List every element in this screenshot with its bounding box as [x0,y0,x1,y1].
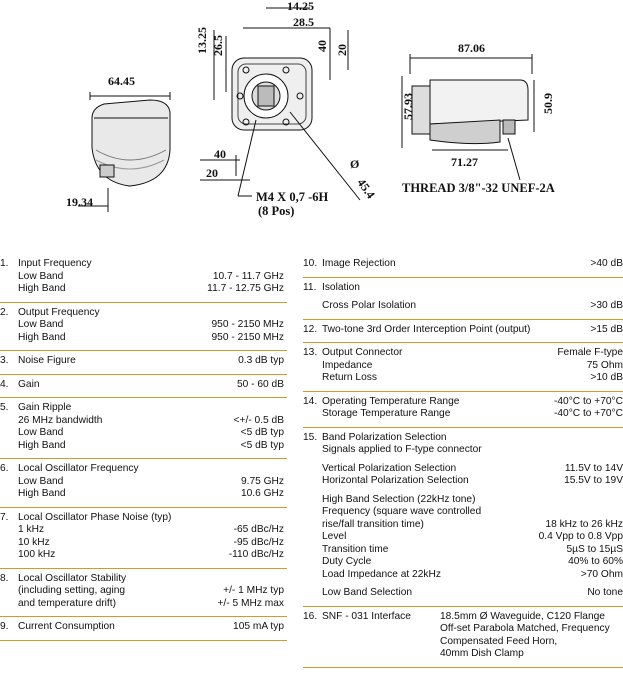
spec-value: 18 kHz to 26 kHz [545,518,623,530]
spec-number: 3. [0,355,9,366]
spec-label: Local Oscillator Stability [18,572,127,584]
spec-label: Two-tone 3rd Order Interception Point (output) [322,323,531,335]
spec-value: -95 dBc/Hz [233,536,284,548]
spec-value: Female F-type [557,347,623,358]
spec-label: Input Frequency [18,258,92,269]
spec-label: High Band [18,488,66,499]
spec-label: Impedance [322,359,373,371]
spec-row [303,343,623,392]
spec-value: -65 dBc/Hz [233,524,284,535]
spec-row [0,254,287,303]
spec-number: 12. [303,323,318,335]
spec-number: 8. [0,572,9,584]
spec-number: 13. [303,347,318,358]
spec-label: Vertical Polarization Selection [322,462,457,474]
thread-note: THREAD 3/8"-32 UNEF-2A [402,181,555,195]
spec-value: 0.3 dB typ [238,355,284,366]
spec-value: <+/- 0.5 dB [233,414,284,426]
spec-label: Local Oscillator Frequency [18,463,139,474]
spec-label: Low Band [18,319,64,330]
side-view-left [78,92,170,212]
spec-value: 50 - 60 dB [236,378,284,390]
spec-label: High Band [18,331,66,343]
spec-value: 18.5mm Ø Waveguide, C120 Flange [440,610,605,622]
spec-value: +/- 5 MHz max [217,597,284,609]
spec-label: Image Rejection [322,258,396,269]
spec-value: >10 dB [590,372,623,383]
spec-label: High Band Selection (22kHz tone) [322,493,476,505]
spec-value: 0.4 Vpp to 0.8 Vpp [538,531,623,542]
spec-label: High Band [18,283,66,294]
spec-label: Duty Cycle [322,556,372,567]
dim-13-25: 13.25 [195,27,209,54]
spec-row [0,459,287,508]
spec-label: Load Impedance at 22kHz [322,568,441,580]
spec-number: 15. [303,431,318,443]
dim-26-5: 26.5 [211,35,225,56]
spec-value: 9.75 GHz [240,475,284,487]
spec-label: Signals applied to F-type connector [322,444,482,455]
spec-value: 15.5V to 19V [564,475,623,486]
spec-number: 11. [303,281,317,293]
spec-label: Cross Polar Isolation [322,300,416,311]
spec-label: Low Band [18,270,64,282]
spec-number: 7. [0,511,9,523]
spec-value: >30 dB [590,300,623,311]
spec-value: -40°C to +70°C [553,395,623,407]
spec-label: (including setting, aging [18,585,126,596]
dim-28-5: 28.5 [293,15,314,29]
spec-label: Transition time [322,543,389,555]
spec-number: 16. [303,610,318,622]
dim-phi: Ø [350,157,360,171]
spec-label: Operating Temperature Range [322,395,460,407]
spec-value: >40 dB [590,258,623,269]
dim-64-45: 64.45 [108,74,135,88]
spec-label: Current Consumption [18,621,115,632]
spec-number: 4. [0,378,9,390]
spec-label: Gain [18,378,40,390]
spec-value: No tone [587,587,623,598]
spec-value: 40% to 60% [568,556,623,567]
spec-value: 75 Ohm [586,359,623,371]
spec-value: -40°C to +70°C [553,408,623,419]
spec-row [0,351,287,375]
spec-number: 6. [0,463,9,474]
spec-label: 1 kHz [18,524,45,535]
spec-value: 5µS to 15µS [566,543,623,555]
spec-label: Noise Figure [18,355,76,366]
spec-row [303,278,623,320]
spec-label: Low Band [18,475,64,487]
specs-right-column [303,254,623,668]
spec-label: rise/fall transition time) [322,518,424,530]
spec-value: <5 dB typ [240,439,284,451]
spec-number: 10. [303,258,318,269]
spec-label: 26 MHz bandwidth [18,414,103,426]
spec-row [0,398,287,459]
dim-87-06: 87.06 [458,41,485,55]
spec-label: SNF - 031 Interface [322,610,411,622]
spec-number: 1. [0,258,9,269]
spec-value: 105 mA typ [233,621,284,632]
spec-value: >70 Ohm [580,568,623,580]
dim-40-a: 40 [315,40,329,52]
dim-71-27: 71.27 [451,155,478,169]
spec-label: Horizontal Polarization Selection [322,475,469,486]
spec-label: 10 kHz [18,536,50,548]
spec-label: Local Oscillator Phase Noise (typ) [18,511,172,523]
dim-20-b: 20 [206,166,218,180]
specs-left-column [0,254,287,641]
dim-45-4: 45.4 [354,175,378,202]
dim-40-b: 40 [214,147,226,161]
spec-row [303,428,623,607]
spec-label: Low Band [18,427,64,438]
technical-drawing [0,0,623,230]
spec-number: 14. [303,395,318,407]
spec-number: 9. [0,621,9,632]
spec-row [0,508,287,569]
spec-row [0,303,287,352]
spec-value: -110 dBc/Hz [228,549,284,560]
spec-value: <5 dB typ [240,427,284,438]
spec-value: 11.7 - 12.75 GHz [207,283,284,294]
spec-label: Isolation [322,281,360,293]
spec-row [303,320,623,344]
spec-value: 10.6 GHz [240,488,284,499]
dim-19-34: 19.34 [66,195,93,209]
spec-row [303,254,623,278]
spec-label: Gain Ripple [18,402,72,413]
spec-label: Output Connector [322,347,403,358]
spec-value: 950 - 2150 MHz [211,331,284,343]
spec-label: High Band [18,439,66,451]
dim-57-93: 57.93 [401,93,415,120]
spec-value: Off-set Parabola Matched, Frequency [440,623,610,634]
spec-number: 2. [0,306,9,318]
spec-value: 10.7 - 11.7 GHz [212,270,284,282]
spec-row [0,617,287,641]
spec-label: Band Polarization Selection [322,431,447,443]
spec-value: >15 dB [590,323,623,335]
dim-20-a: 20 [335,44,349,56]
spec-value: 40mm Dish Clamp [440,648,524,659]
screw-count: (8 Pos) [258,204,295,218]
spec-value: +/- 1 MHz typ [223,585,284,596]
spec-label: Output Frequency [18,306,100,318]
spec-label: Low Band Selection [322,587,413,598]
spec-row [0,375,287,399]
dim-50-9: 50.9 [541,93,555,114]
spec-value: 950 - 2150 MHz [211,319,284,330]
spec-value: Compensated Feed Horn, [440,635,558,647]
spec-value: 11.5V to 14V [564,462,623,474]
spec-label: Level [322,531,347,542]
spec-row [0,569,287,618]
screw-note: M4 X 0,7 -6H [256,190,329,204]
spec-label: 100 kHz [18,549,56,560]
spec-number: 5. [0,402,9,413]
spec-label: and temperature drift) [18,597,116,609]
spec-label: Frequency (square wave controlled [322,506,482,517]
dim-14-25: 14.25 [287,0,314,13]
spec-label: Storage Temperature Range [322,408,451,419]
spec-label: Return Loss [322,372,377,383]
spec-row [303,392,623,428]
spec-row [303,607,623,668]
